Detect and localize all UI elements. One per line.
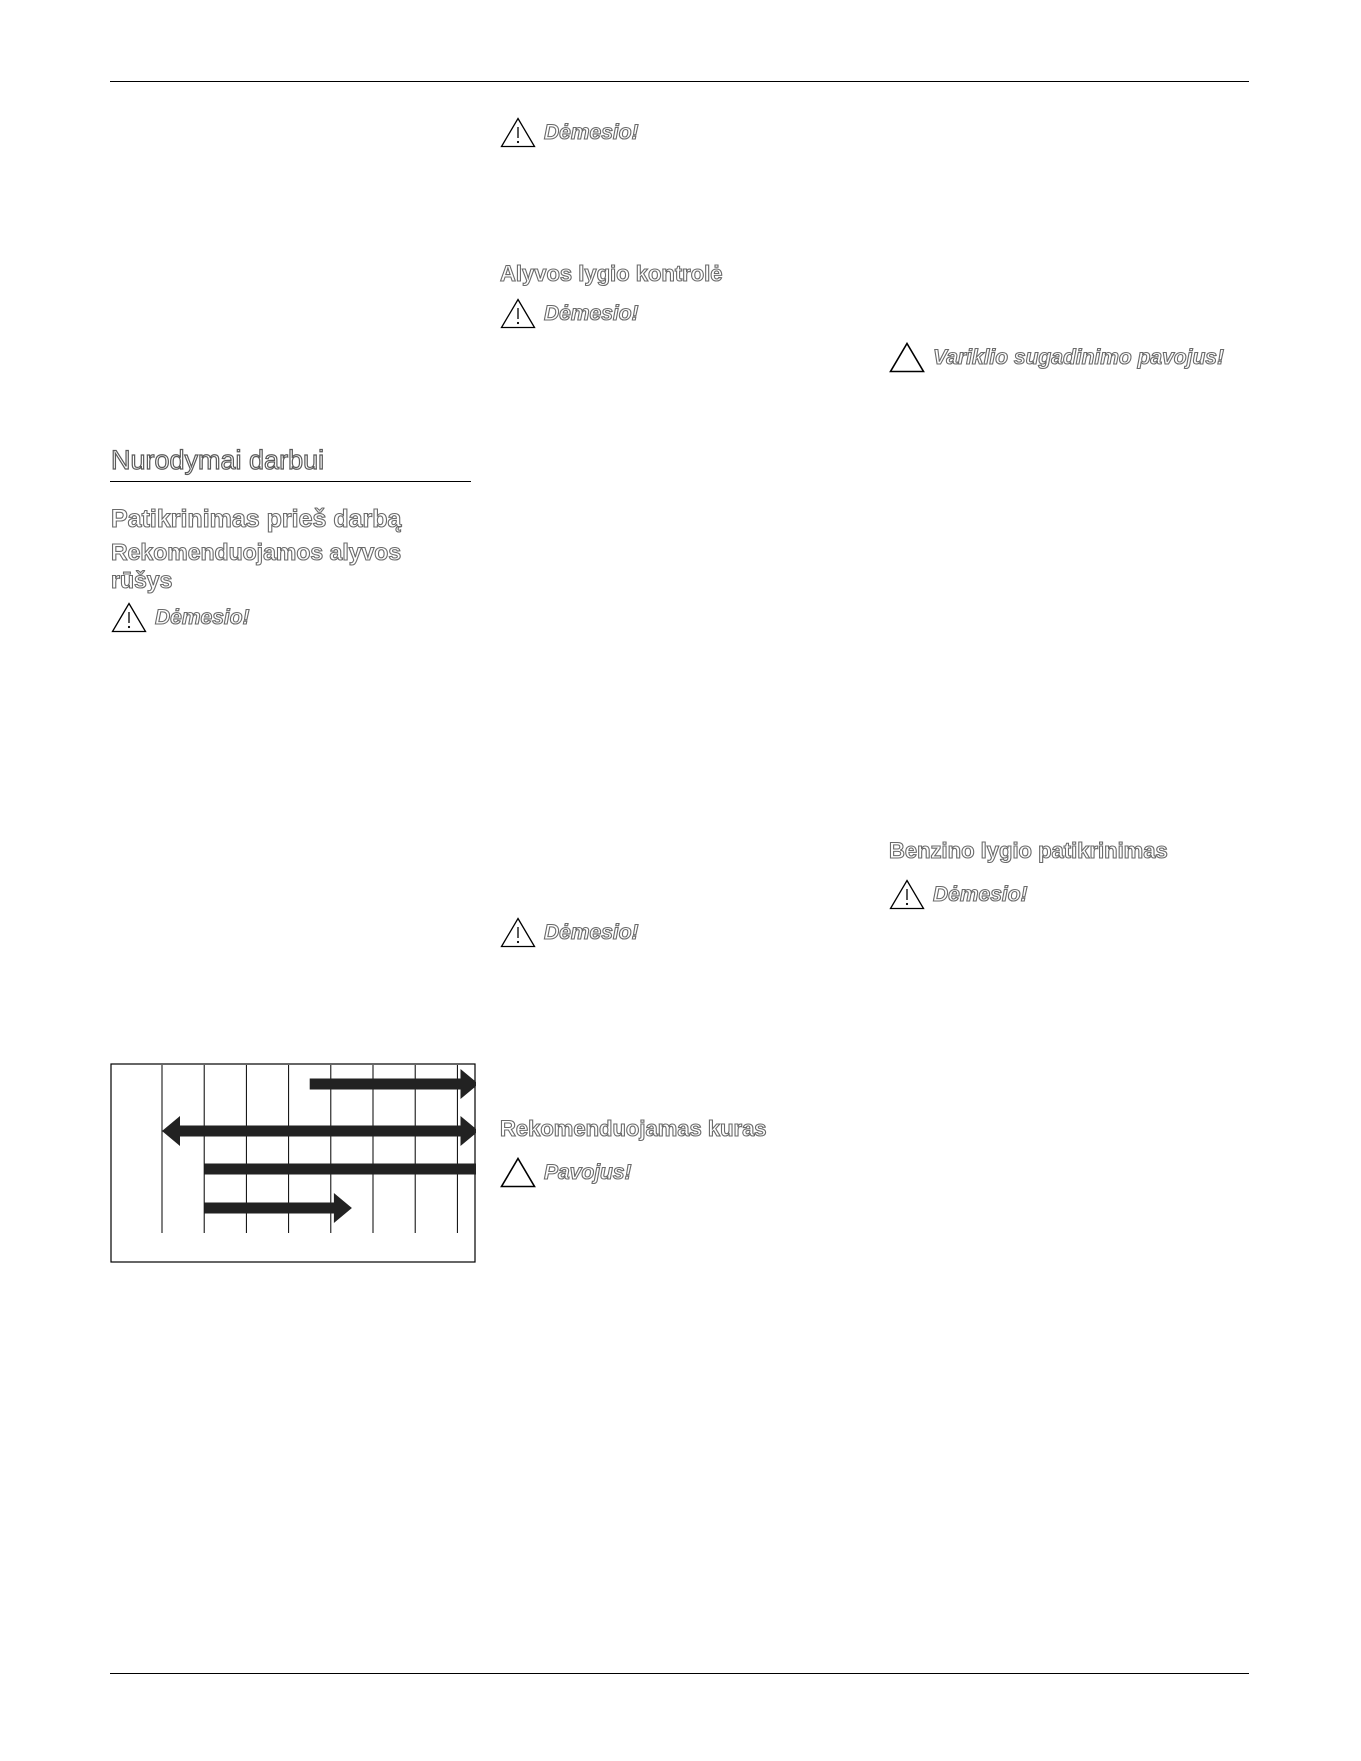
oil-level-heading: Alyvos lygio kontrolė — [500, 261, 723, 286]
danger-triangle-icon — [889, 342, 925, 373]
oil-types-heading-line2: rūšys — [111, 567, 173, 593]
warning-label: Dėmesio! — [933, 882, 1028, 906]
warning-label: Dėmesio! — [544, 920, 639, 944]
chart-frame — [111, 1064, 475, 1262]
section-title: Nurodymai darbui — [111, 445, 325, 475]
danger-triangle-icon — [500, 1157, 536, 1188]
oil-types-heading-line1: Rekomenduojamos alyvos — [111, 539, 402, 565]
warning-attention-right — [889, 879, 1028, 910]
warning-attention-left — [111, 602, 250, 633]
warning-triangle-icon — [111, 602, 147, 633]
warning-triangle-icon — [500, 117, 536, 148]
bottom-rule — [110, 1673, 1249, 1674]
warning-label: Dėmesio! — [155, 605, 250, 629]
subsection-title: Patikrinimas prieš darbą — [111, 505, 402, 533]
warning-danger — [500, 1157, 632, 1188]
warning-engine-damage — [889, 342, 1224, 373]
danger-label: Pavojus! — [544, 1160, 632, 1184]
warning-attention-mid-2 — [500, 298, 639, 329]
warning-triangle-icon — [889, 879, 925, 910]
oil-temperature-range-chart — [110, 1063, 476, 1263]
chart-range-arrow — [204, 1164, 476, 1175]
warning-attention-mid-1 — [500, 117, 639, 148]
section-title-underline — [110, 481, 471, 482]
warning-triangle-icon — [500, 298, 536, 329]
fuel-level-heading: Benzino lygio patikrinimas — [889, 838, 1168, 863]
warning-label: Dėmesio! — [544, 120, 639, 144]
recommended-fuel-heading: Rekomenduojamas kuras — [500, 1116, 767, 1141]
warning-attention-mid-3 — [500, 917, 639, 948]
engine-damage-label: Variklio sugadinimo pavojus! — [933, 345, 1224, 369]
warning-label: Dėmesio! — [544, 301, 639, 325]
top-rule — [110, 81, 1249, 82]
warning-triangle-icon — [500, 917, 536, 948]
